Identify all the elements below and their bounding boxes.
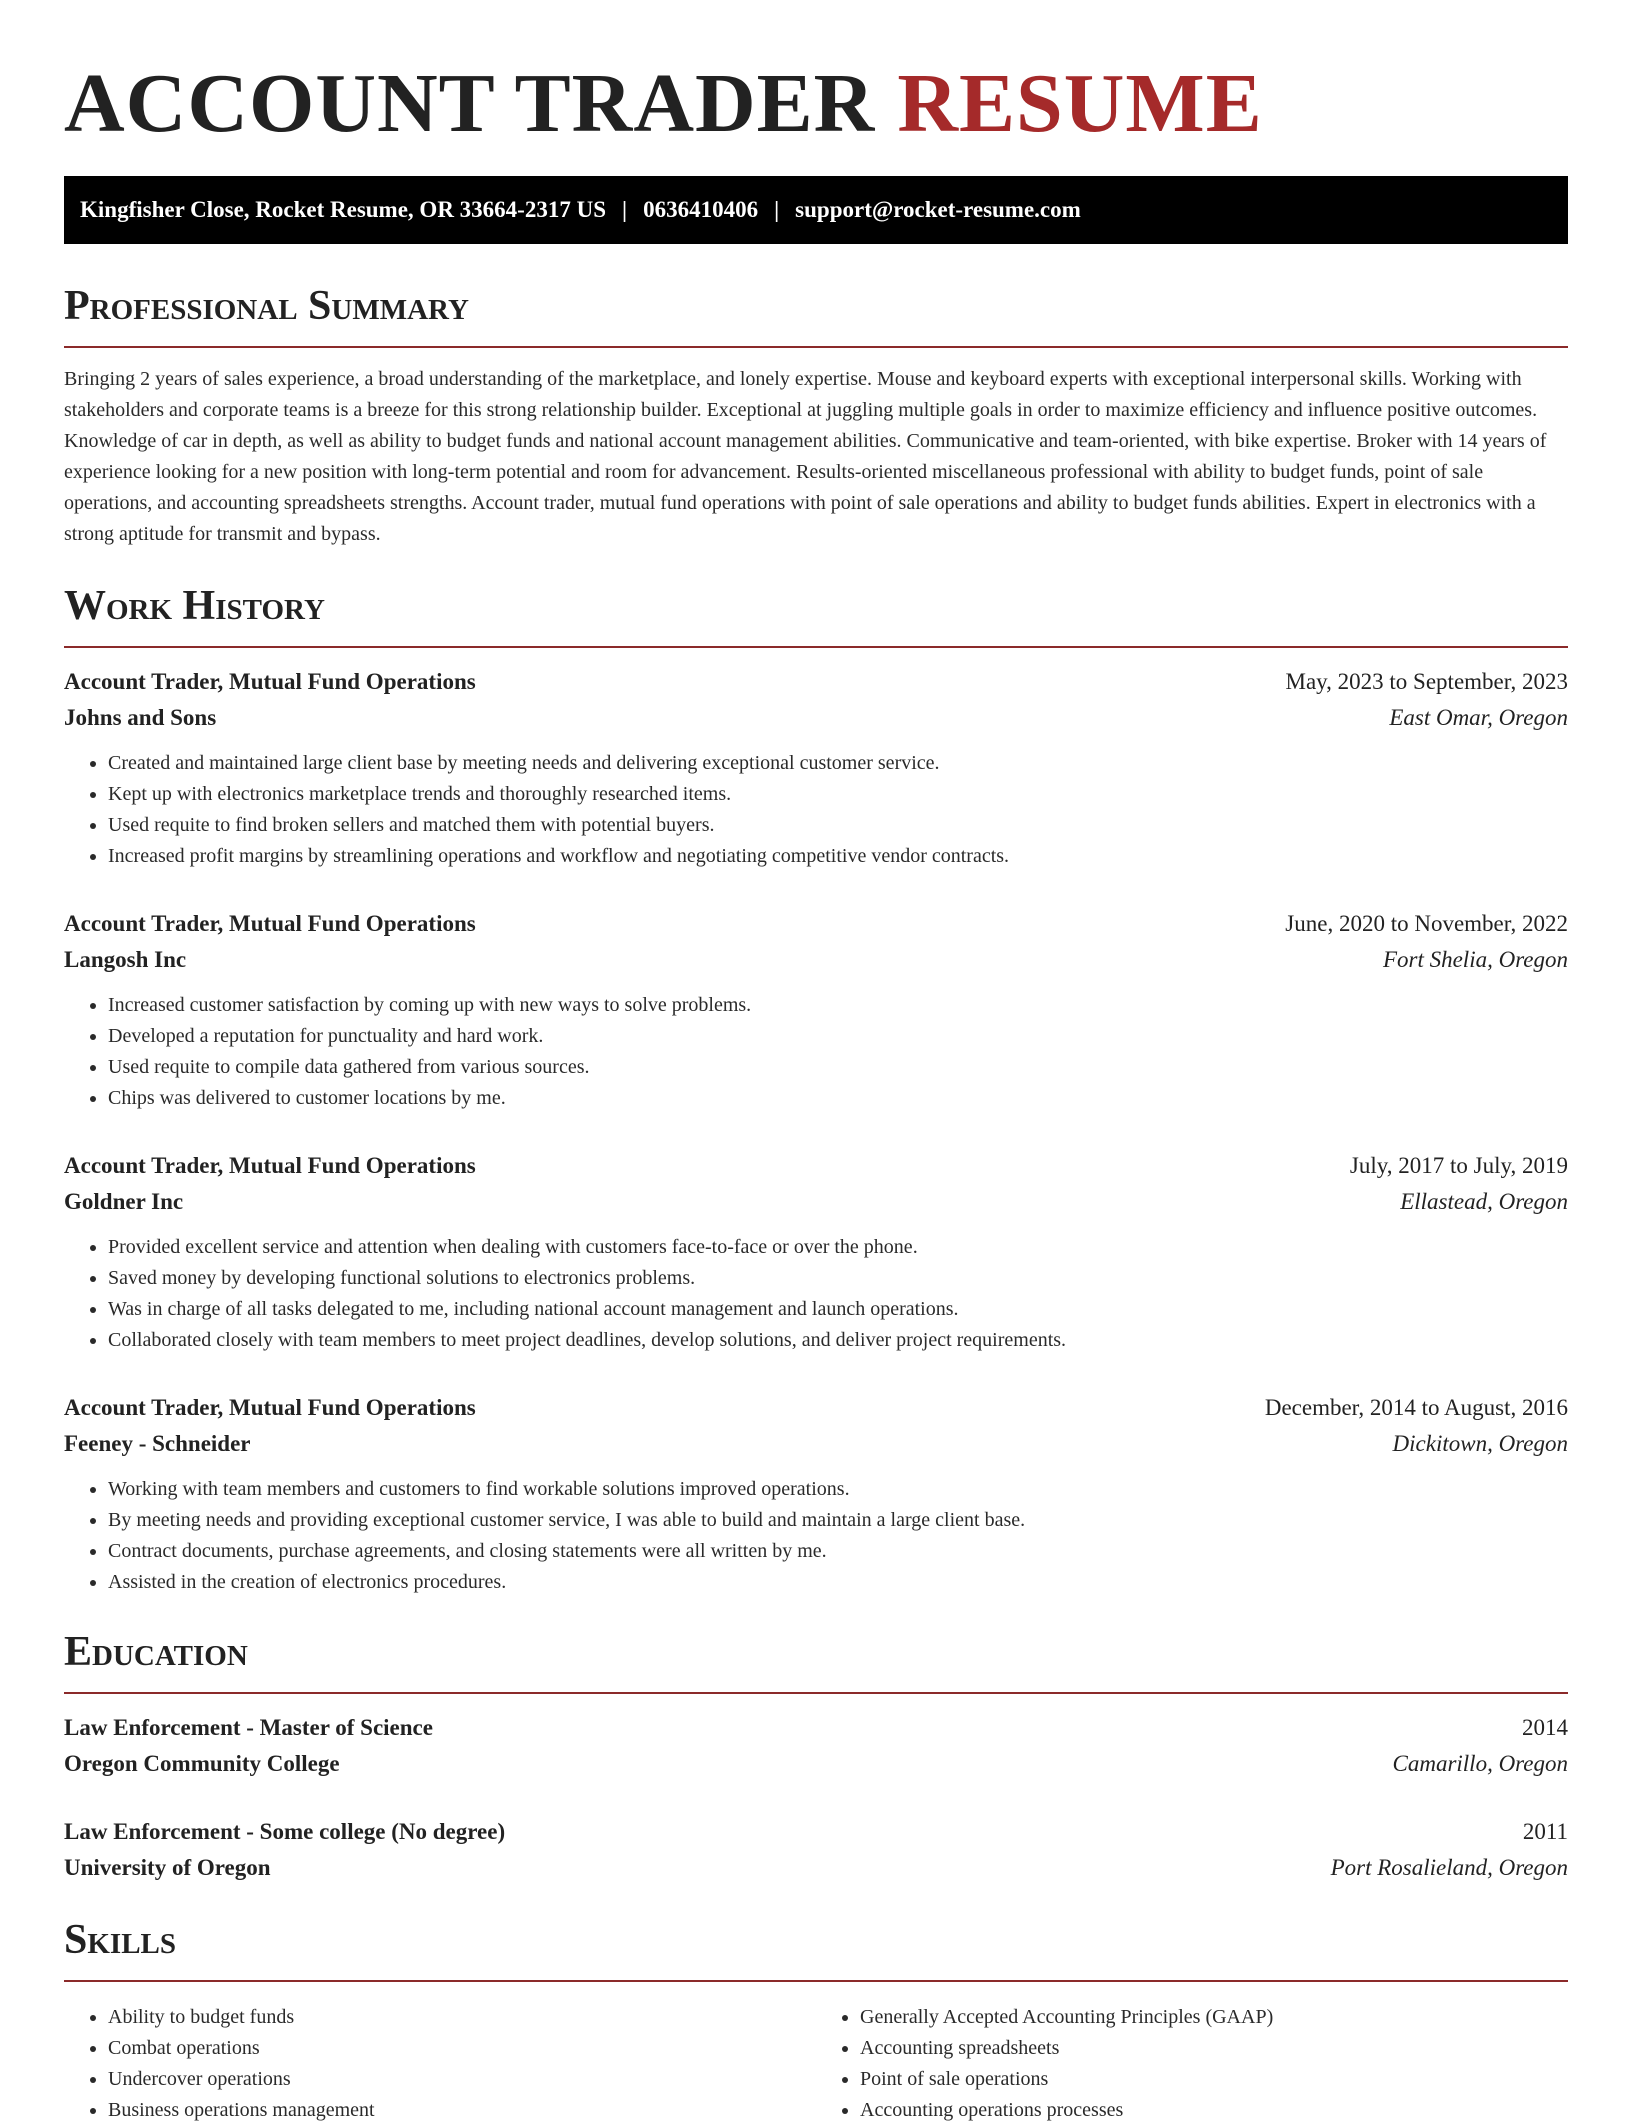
- education-entry: [64, 1814, 1568, 1886]
- education-location: Port Rosalieland, Oregon: [1330, 1855, 1568, 1880]
- list-item: • Contract documents, purchase agreements, and closing statements were all written by me.: [108, 1536, 1568, 1567]
- job-title: Account Trader, Mutual Fund Operations: [64, 669, 476, 694]
- education-degree: Law Enforcement - Master of Science: [64, 1715, 433, 1740]
- list-item: • Developed a reputation for punctuality and hard work.: [108, 1021, 1568, 1052]
- list-item: • Provided excellent service and attention when dealing with customers face-to-face or over the phone.: [108, 1232, 1568, 1263]
- work-history-section: [64, 580, 1568, 1598]
- job-entry: [64, 1148, 1568, 1356]
- list-item: • Undercover operations: [108, 2064, 816, 2095]
- job-company: Goldner Inc: [64, 1189, 184, 1214]
- job-dates: May, 2023 to September, 2023: [1285, 669, 1568, 694]
- education-degree: Law Enforcement - Some college (No degree): [64, 1819, 506, 1844]
- job-company: Feeney - Schneider: [64, 1431, 251, 1456]
- title-accent: RESUME: [897, 57, 1263, 150]
- summary-text: Bringing 2 years of sales experience, a broad understanding of the marketplace, and lonely expertise. Mouse and keyboard experts with exceptional interpersonal skills. Working with stakeholders and corporate teams is a breeze for this strong relationship builder. Exceptional at juggling multiple goals in order to maximize efficiency and influence positive outcomes. Knowledge of car in depth, as well as ability to budget funds and national account management abilities. Communicative and team-oriented, with bike expertise. Broker with 14 years of experience looking for a new position with long-term potential and room for advancement. Results-oriented miscellaneous professional with ability to budget funds, point of sale operations, and accounting spreadsheets strengths. Account trader, mutual fund operations with point of sale operations and ability to budget funds abilities. Expert in electronics with a strong aptitude for transmit and bypass.: [64, 368, 1547, 545]
- title-main: ACCOUNT TRADER: [64, 57, 876, 150]
- contact-email[interactable]: support@rocket-resume.com: [795, 197, 1081, 222]
- work-history-heading: Work History: [64, 583, 325, 629]
- education-school: University of Oregon: [64, 1855, 271, 1880]
- list-item: • Accounting spreadsheets: [860, 2033, 1568, 2064]
- list-item: • Generally Accepted Accounting Principles (GAAP): [860, 2002, 1568, 2033]
- contact-bar: [64, 176, 1568, 244]
- skills-section: [64, 1914, 1568, 2126]
- list-item: • Created and maintained large client base by meeting needs and delivering exceptional customer service.: [108, 748, 1568, 779]
- contact-separator: |: [774, 197, 780, 222]
- list-item: • Used requite to find broken sellers and matched them with potential buyers.: [108, 810, 1568, 841]
- job-company: Langosh Inc: [64, 947, 187, 972]
- job-location: Dickitown, Oregon: [1392, 1431, 1568, 1456]
- job-bullets: [64, 1474, 1568, 1598]
- list-item: • Increased profit margins by streamlining operations and workflow and negotiating competitive vendor contracts.: [108, 841, 1568, 872]
- section-divider: [64, 1692, 1568, 1694]
- resume-title: [64, 52, 1568, 156]
- job-entry: [64, 906, 1568, 1114]
- education-heading: Education: [64, 1629, 248, 1675]
- section-divider: [64, 1980, 1568, 1982]
- job-bullets: [64, 748, 1568, 872]
- list-item: • Point of sale operations: [860, 2064, 1568, 2095]
- list-item: • Business operations management: [108, 2095, 816, 2126]
- job-bullets: [64, 990, 1568, 1114]
- list-item: • Chips was delivered to customer locations by me.: [108, 1083, 1568, 1114]
- list-item: • Increased customer satisfaction by coming up with new ways to solve problems.: [108, 990, 1568, 1021]
- list-item: • Ability to budget funds: [108, 2002, 816, 2033]
- job-entry: [64, 664, 1568, 872]
- skills-list-left: [64, 2002, 816, 2126]
- list-item: • Collaborated closely with team members to meet project deadlines, develop solutions, and deliver project requirements.: [108, 1325, 1568, 1356]
- job-bullets: [64, 1232, 1568, 1356]
- job-title: Account Trader, Mutual Fund Operations: [64, 1395, 476, 1420]
- job-company: Johns and Sons: [64, 705, 217, 730]
- job-title: Account Trader, Mutual Fund Operations: [64, 1153, 476, 1178]
- education-school: Oregon Community College: [64, 1751, 340, 1776]
- list-item: • Used requite to compile data gathered from various sources.: [108, 1052, 1568, 1083]
- list-item: • Combat operations: [108, 2033, 816, 2064]
- list-item: • Was in charge of all tasks delegated to me, including national account management and launch operations.: [108, 1294, 1568, 1325]
- education-section: [64, 1626, 1568, 1886]
- skills-columns: [64, 1998, 1568, 2126]
- education-entry: [64, 1710, 1568, 1782]
- job-dates: December, 2014 to August, 2016: [1264, 1395, 1568, 1420]
- job-location: Fort Shelia, Oregon: [1382, 947, 1568, 972]
- job-location: Ellastead, Oregon: [1400, 1189, 1568, 1214]
- list-item: • Accounting operations processes: [860, 2095, 1568, 2126]
- list-item: • Assisted in the creation of electronics procedures.: [108, 1567, 1568, 1598]
- education-year: 2014: [1522, 1715, 1568, 1740]
- job-dates: June, 2020 to November, 2022: [1285, 911, 1568, 936]
- education-year: 2011: [1522, 1819, 1568, 1844]
- summary-section: [64, 280, 1568, 550]
- list-item: • Saved money by developing functional solutions to electronics problems.: [108, 1263, 1568, 1294]
- job-title: Account Trader, Mutual Fund Operations: [64, 911, 476, 936]
- list-item: • By meeting needs and providing exceptional customer service, I was able to build and maintain a large client base.: [108, 1505, 1568, 1536]
- skills-list-right: [816, 2002, 1568, 2126]
- job-dates: July, 2017 to July, 2019: [1349, 1153, 1568, 1178]
- contact-separator: |: [622, 197, 628, 222]
- list-item: • Working with team members and customers to find workable solutions improved operations.: [108, 1474, 1568, 1505]
- section-divider: [64, 346, 1568, 348]
- skills-heading: Skills: [64, 1917, 177, 1963]
- list-item: • Kept up with electronics marketplace trends and thoroughly researched items.: [108, 779, 1568, 810]
- section-divider: [64, 646, 1568, 648]
- contact-address: Kingfisher Close, Rocket Resume, OR 33664-2317 US: [80, 197, 606, 222]
- job-location: East Omar, Oregon: [1389, 705, 1568, 730]
- summary-heading: Professional Summary: [64, 283, 469, 329]
- contact-phone: 0636410406: [643, 197, 759, 222]
- job-entry: [64, 1390, 1568, 1598]
- education-location: Camarillo, Oregon: [1392, 1751, 1568, 1776]
